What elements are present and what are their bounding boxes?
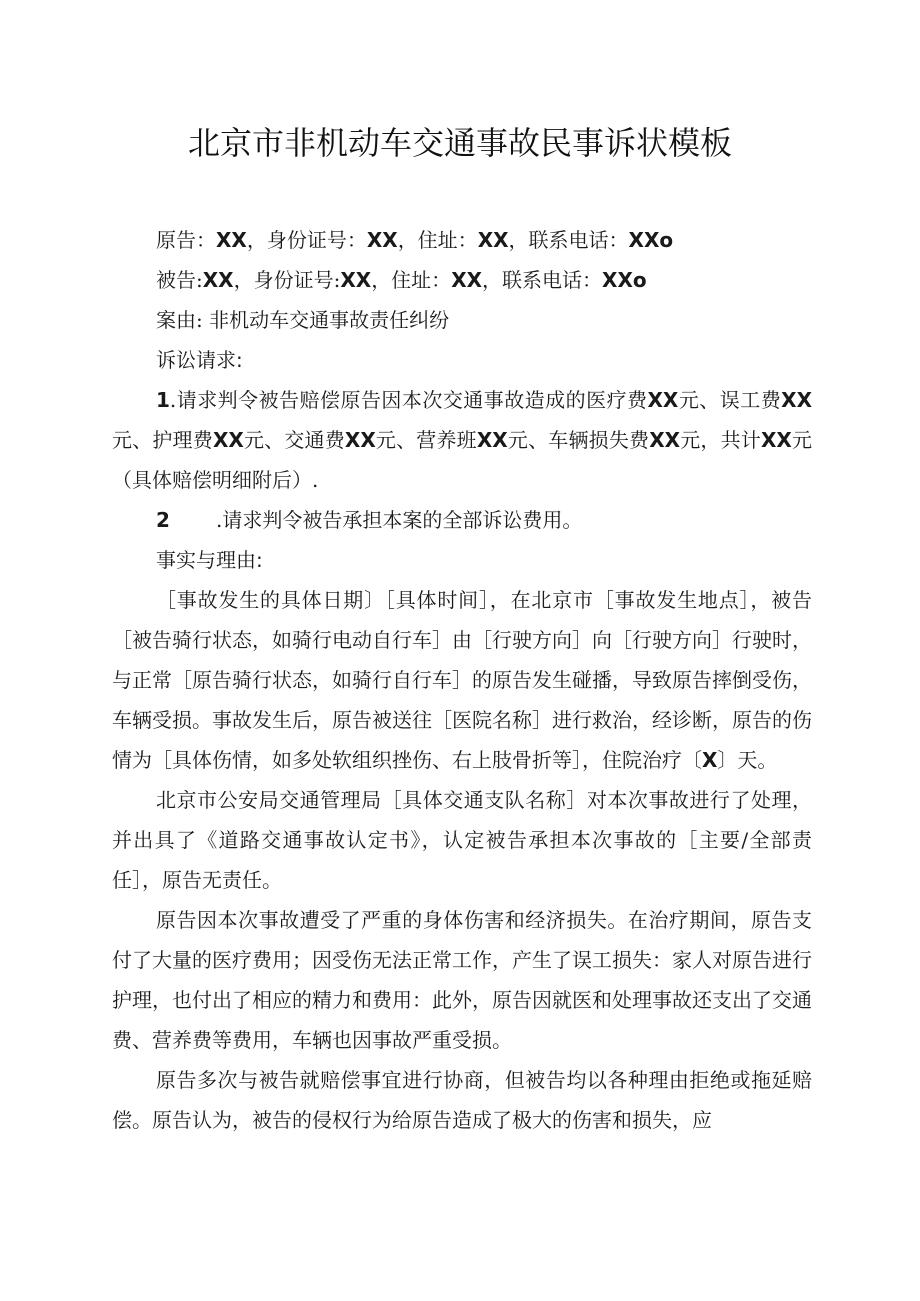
claim-text: 元、护理费 <box>112 428 213 452</box>
claim-text: 元、误工费 <box>678 388 782 412</box>
amount-placeholder: XX <box>647 388 679 412</box>
claim-text: 元、营养班 <box>375 428 477 452</box>
plaintiff-id: XX <box>366 228 398 252</box>
amount-placeholder: XX <box>476 428 508 452</box>
claim-text: 元，共计 <box>680 428 761 452</box>
plaintiff-phone: XXo <box>628 228 674 252</box>
fact-paragraph-3: 原告因本次事故遭受了严重的身体伤害和经济损失。在治疗期间，原告支付了大量的医疗费用；因受伤无法正常工作，产生了误工损失：家人对原告进行护理，也付出了相应的精力和费用：此外，原告因就医和处理事故还支出了交通费、营养费等费用，车辆也因事故严重受损。 <box>112 908 812 1052</box>
days-placeholder: X <box>702 748 718 772</box>
cause-line <box>112 300 812 340</box>
plaintiff-label: 原告： <box>156 228 216 252</box>
amount-placeholder: XX <box>212 428 244 452</box>
claim-text: 元、交通费 <box>243 428 345 452</box>
claims-heading: 诉讼请求: <box>156 348 243 372</box>
defendant-id: XX <box>340 268 372 292</box>
plaintiff-line <box>112 220 812 260</box>
claim-text: 元、车辆损失费 <box>507 428 650 452</box>
document-title: 北京市非机动车交通事故民事诉状模板 <box>187 124 732 162</box>
cause-text: : 非机动车交通事故责任纠纷 <box>196 308 450 332</box>
amount-placeholder: XX <box>781 388 813 412</box>
defendant-phone: XXo <box>602 268 647 292</box>
phone-label: ，联系电话： <box>508 228 629 252</box>
claim-2 <box>112 500 812 540</box>
id-label: ，身份证号： <box>246 228 367 252</box>
id-label: ，身份证号: <box>233 268 341 292</box>
defendant-address: XX <box>451 268 483 292</box>
claim-1 <box>112 380 812 500</box>
amount-placeholder: XX <box>761 428 792 452</box>
fact-text: 〕天。 <box>717 748 778 772</box>
amount-placeholder: XX <box>649 428 681 452</box>
fact-text: ［事故发生的具体日期〕［具体时间］，在北京市［事故发生地点］，被告［被告骑行状态，如骑行电动自行车］由［行驶方向］向［行驶方向］行驶时，与正常［原告骑行状态，如骑行自行车］的原告发生碰播，导致原告摔倒受伤，车辆受损。事故发生后，原告被送往［医院名称］进行救治，经诊断，原告的伤情为［具体伤情，如多处软组织挫伤、右上肢骨折等］，住院治疗〔 <box>112 588 812 772</box>
claim-number: 2 <box>156 508 170 532</box>
cause-label: 案由 <box>156 308 196 332</box>
fact-paragraph-4: 原告多次与被告就赔偿事宜进行协商，但被告均以各种理由拒绝或拖延赔偿。原告认为，被告的侵权行为给原告造成了极大的伤害和损失，应 <box>112 1068 812 1132</box>
defendant-name: XX <box>202 268 234 292</box>
claim-text: .请求判令被告赔偿原告因本次交通事故造成的医疗费 <box>169 388 648 412</box>
claim-number: 1 <box>156 388 170 412</box>
facts-heading: 事实与理由: <box>156 548 263 572</box>
fact-paragraph-1 <box>112 580 812 780</box>
fact-paragraph-2: 北京市公安局交通管理局［具体交通支队名称］对本次事故进行了处理，并出具了《道路交通事故认定书》，认定被告承担本次事故的［主要/全部责任］，原告无责任。 <box>112 788 812 892</box>
defendant-line <box>112 260 812 300</box>
defendant-label: 被告: <box>156 268 203 292</box>
claim-text: 元（具体赔偿明细附后）. <box>112 428 813 492</box>
address-label: ，住址： <box>371 268 452 292</box>
amount-placeholder: XX <box>344 428 376 452</box>
phone-label: ，联系电话： <box>482 268 603 292</box>
address-label: ，住址： <box>397 228 478 252</box>
claim-text: .请求判令被告承担本案的全部诉讼费用。 <box>216 508 583 532</box>
plaintiff-name: XX <box>216 228 247 252</box>
plaintiff-address: XX <box>477 228 509 252</box>
document-body <box>112 220 812 1140</box>
